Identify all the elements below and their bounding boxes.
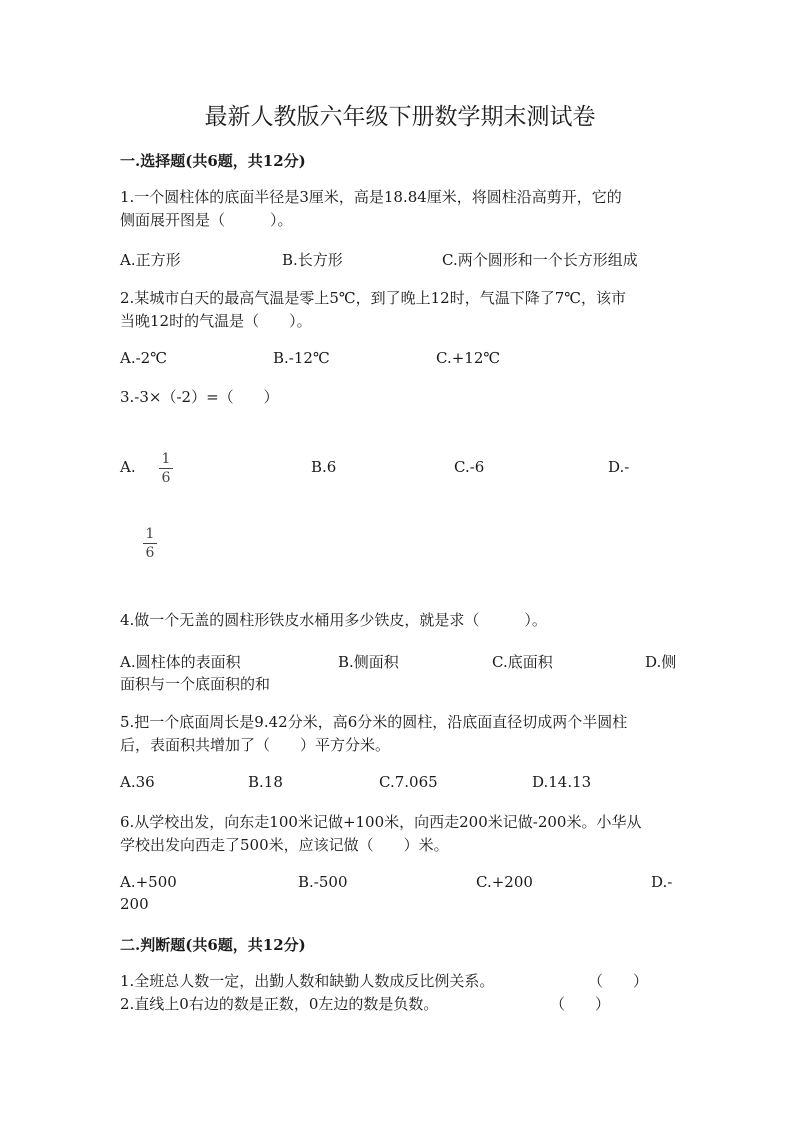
- question-3-option-d-fraction: [143, 527, 157, 560]
- question-2-line-1: 2.某城市白天的最高气温是零上5℃，到了晚上12时，气温下降了7℃，该市: [120, 289, 627, 307]
- question-1-option-c: C.两个圆形和一个长方形组成: [442, 251, 638, 269]
- question-1-option-a: A.正方形: [120, 251, 181, 269]
- question-2-option-b: B.-12℃: [273, 349, 330, 367]
- fraction-denominator: 6: [161, 470, 171, 486]
- question-6-option-c: C.+200: [476, 873, 533, 891]
- judgment-item-2-answer-blank: （ ）: [550, 995, 611, 1013]
- question-1-line-1: 1.一个圆柱体的底面半径是3厘米，高是18.84厘米，将圆柱沿高剪开，它的: [120, 188, 622, 206]
- question-3-option-c: C.-6: [454, 458, 485, 476]
- fraction-bar: [143, 543, 157, 544]
- judgment-item-1-answer-blank: （ ）: [588, 972, 649, 990]
- question-4-option-d: D.侧: [645, 653, 677, 671]
- question-6-option-d: D.-: [651, 873, 673, 891]
- judgment-item-2-text: 2.直线上0右边的数是正数，0左边的数是负数。: [120, 995, 439, 1013]
- question-6-option-d-continued: 200: [120, 895, 149, 913]
- question-4-option-a: A.圆柱体的表面积: [120, 653, 241, 671]
- question-6-line-1: 6.从学校出发，向东走100米记做+100米，向西走200米记做-200米。小华从: [120, 813, 642, 831]
- question-4-option-c: C.底面积: [492, 653, 553, 671]
- section-heading-judgment: 二.判断题(共6题，共12分): [120, 936, 306, 954]
- question-5-option-c: C.7.065: [379, 773, 438, 791]
- question-6-line-2: 学校出发向西走了500米，应该记做（ ）米。: [120, 836, 449, 854]
- question-5-line-1: 5.把一个底面周长是9.42分米，高6分米的圆柱，沿底面直径切成两个半圆柱: [120, 713, 628, 731]
- question-5-option-b: B.18: [248, 773, 283, 791]
- question-5-option-d: D.14.13: [532, 773, 592, 791]
- question-3-option-d: D.-: [608, 458, 630, 476]
- section-heading-choice: 一.选择题(共6题，共12分): [120, 152, 306, 170]
- question-5-line-2: 后，表面积共增加了（ ）平方分米。: [120, 736, 391, 754]
- question-1-line-2: 侧面展开图是（ ）。: [120, 211, 293, 229]
- fraction-denominator: 6: [145, 545, 155, 561]
- page-title: 最新人教版六年级下册数学期末测试卷: [204, 104, 596, 130]
- question-6-option-a: A.+500: [120, 873, 177, 891]
- question-6-option-b: B.-500: [298, 873, 348, 891]
- fraction-bar: [159, 468, 173, 469]
- fraction-numerator: 1: [161, 451, 171, 467]
- question-4-option-d-continued: 面积与一个底面积的和: [120, 675, 271, 693]
- question-3-line-1: 3.-3×（-2）=（ ）: [120, 388, 279, 406]
- question-4-line-1: 4.做一个无盖的圆柱形铁皮水桶用多少铁皮，就是求（ ）。: [120, 611, 547, 629]
- question-2-option-a: A.-2℃: [120, 349, 167, 367]
- question-3-option-b: B.6: [311, 458, 337, 476]
- judgment-item-1-text: 1.全班总人数一定，出勤人数和缺勤人数成反比例关系。: [120, 972, 495, 990]
- question-3-option-a: A.: [120, 458, 136, 476]
- question-2-option-c: C.+12℃: [436, 349, 501, 367]
- question-1-option-b: B.长方形: [282, 251, 343, 269]
- fraction-numerator: 1: [145, 526, 155, 542]
- question-4-option-b: B.侧面积: [338, 653, 399, 671]
- question-3-option-a-fraction: [159, 452, 173, 485]
- question-5-option-a: A.36: [120, 773, 155, 791]
- question-2-line-2: 当晚12时的气温是（ ）。: [120, 312, 312, 330]
